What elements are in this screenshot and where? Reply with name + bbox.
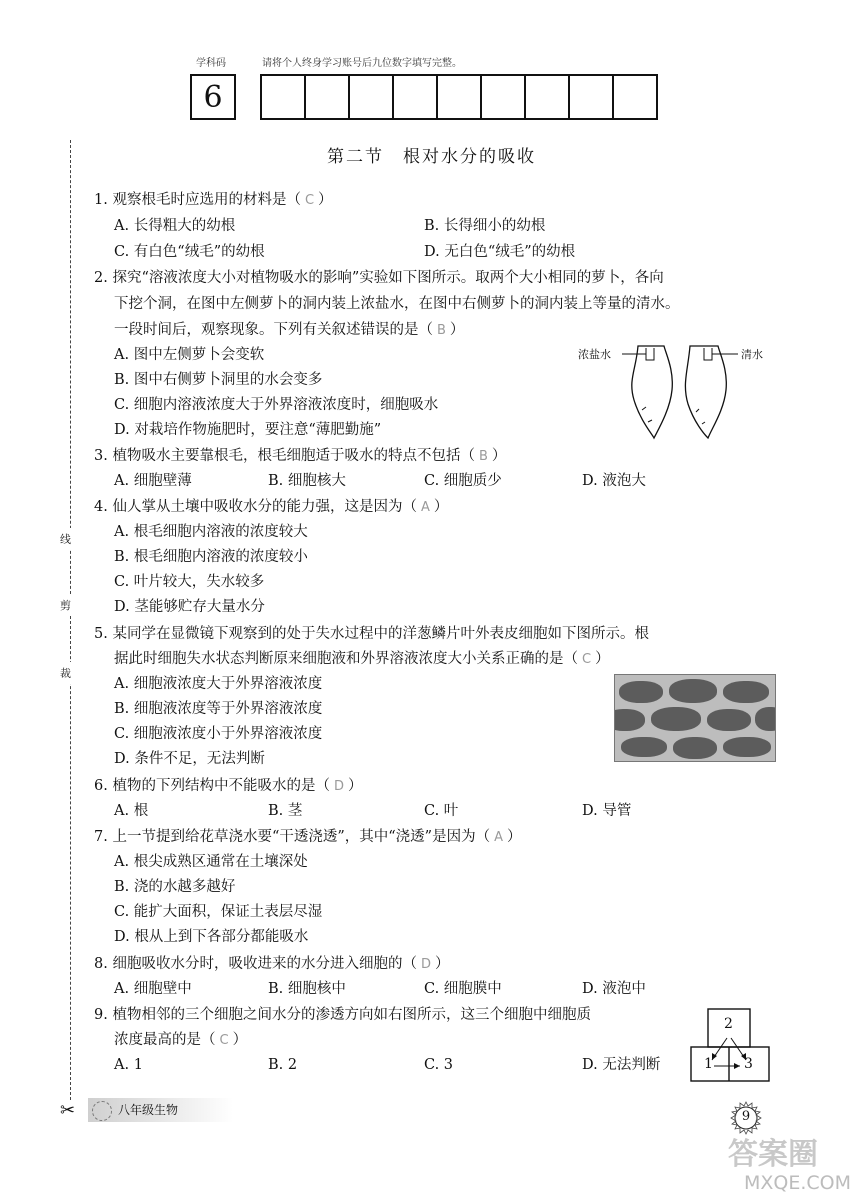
option: C. 细胞液浓度小于外界溶液浓度 [114,726,323,742]
answer-mark: B [478,449,488,464]
option: C. 细胞膜中 [424,981,502,997]
option: B. 细胞核中 [268,981,346,997]
option: B. 细胞液浓度等于外界溶液浓度 [114,701,323,717]
option: D. 茎能够贮存大量水分 [114,599,265,615]
question-1 [94,188,333,213]
cut-line [70,140,71,1100]
answer-mark: D [420,957,431,972]
answer-mark: A [420,500,430,515]
question-7 [94,825,522,850]
question-9 [114,1028,247,1053]
option: A. 细胞壁薄 [114,473,192,489]
microscope-cell-image [614,674,776,762]
digit-box[interactable] [304,74,350,120]
question-stem: 4. 仙人掌从土壤中吸收水分的能力强，这是因为（ [94,499,417,515]
question-8 [94,952,449,977]
subject-code-box: 6 [190,74,236,120]
answer-mark: C [304,193,315,208]
question-6 [94,774,362,799]
cell-osmosis-diagram [690,1008,770,1082]
option: A. 根毛细胞内溶液的浓度较大 [114,524,308,540]
stem-end: ） [507,829,522,845]
stem-end: ） [434,956,450,972]
digit-box[interactable] [348,74,394,120]
option: A. 细胞壁中 [114,981,192,997]
account-instruction: 请将个人终身学习账号后九位数字填写完整。 [262,58,462,69]
stem-end: ） [318,192,333,208]
digit-box[interactable] [568,74,614,120]
option: D. 液泡大 [582,473,646,489]
question-3 [94,444,506,469]
section-title: 第二节 根对水分的吸收 [327,147,536,167]
subject-code-label: 学科码 [196,58,226,69]
watermark-url: MXQE.COM [744,1172,852,1194]
option: C. 能扩大面积，保证土表层尽湿 [114,904,323,920]
page-number: 9 [741,1109,751,1124]
watermark-logo: 答案圈 [728,1137,818,1172]
radish-experiment-figure [578,340,778,440]
option: A. 长得粗大的幼根 [114,218,236,234]
option: B. 图中右侧萝卜洞里的水会变多 [114,372,323,388]
option: B. 细胞核大 [268,473,346,489]
stem-end: ） [347,778,363,794]
question-stem: 1. 观察根毛时应选用的材料是（ [94,192,301,208]
question-stem: 8. 细胞吸收水分时，吸收进来的水分进入细胞的（ [94,956,417,972]
option: D. 条件不足，无法判断 [114,751,265,767]
stem-end: ） [232,1032,248,1048]
question-4 [94,495,448,520]
digit-box[interactable] [436,74,482,120]
question-stem: 浓度最高的是（ [114,1032,216,1048]
question-stem: 据此时细胞失水状态判断原来细胞液和外界溶液浓度大小关系正确的是（ [114,651,578,667]
option: D. 液泡中 [582,981,646,997]
stem-end: ） [433,499,449,515]
stem-end: ） [449,322,465,338]
cut-line-char: 线 [60,528,71,550]
question-2 [114,318,464,343]
option: D. 无法判断 [582,1057,661,1073]
gear-ornament-icon [92,1101,112,1121]
cut-line-char: 剪 [60,594,71,616]
digit-box[interactable] [260,74,306,120]
option: A. 1 [114,1057,143,1073]
option: D. 导管 [582,803,632,819]
page-number-badge [728,1100,764,1136]
question-9-line-1: 9. 植物相邻的三个细胞之间水分的渗透方向如右图所示，这三个细胞中细胞质 [94,1007,591,1023]
option: C. 叶片较大，失水较多 [114,574,265,590]
option: B. 浇的水越多越好 [114,879,236,895]
answer-mark: D [333,779,344,794]
question-stem: 一段时间后，观察现象。下列有关叙述错误的是（ [114,322,433,338]
answer-mark: B [437,323,446,338]
option: A. 根尖成熟区通常在土壤深处 [114,854,308,870]
option: C. 叶 [424,803,459,819]
option: D. 对栽培作物施肥时，要注意“薄肥勤施” [114,422,382,438]
stem-end: ） [491,448,507,464]
question-stem: 6. 植物的下列结构中不能吸水的是（ [94,778,330,794]
option: A. 根 [114,803,149,819]
digit-box[interactable] [524,74,570,120]
option: C. 3 [424,1057,454,1073]
question-stem: 3. 植物吸水主要靠根毛，根毛细胞适于吸水的特点不包括（ [94,448,475,464]
option: B. 茎 [268,803,303,819]
question-stem: 7. 上一节提到给花草浇水要“干透浇透”，其中“浇透”是因为（ [94,829,491,845]
option: D. 无白色“绒毛”的幼根 [424,244,576,260]
question-2-line-1: 2. 探究“溶液浓度大小对植物吸水的影响”实验如下图所示。取两个大小相同的萝卜，各向 [94,270,664,286]
option: A. 细胞液浓度大于外界溶液浓度 [114,676,323,692]
option: B. 长得细小的幼根 [424,218,546,234]
option: B. 根毛细胞内溶液的浓度较小 [114,549,308,565]
question-2-line-2: 下挖个洞，在图中左侧萝卜的洞内装上浓盐水，在图中右侧萝卜的洞内装上等量的清水。 [114,296,680,312]
account-digit-boxes[interactable] [260,74,656,120]
digit-box[interactable] [612,74,658,120]
radish-drawing [578,340,778,440]
cell-label-2: 2 [724,1016,733,1032]
digit-box[interactable] [480,74,526,120]
option: C. 细胞内溶液浓度大于外界溶液浓度时，细胞吸水 [114,397,439,413]
option: A. 图中左侧萝卜会变软 [114,347,265,363]
cell-label-1: 1 [704,1056,713,1072]
scissors-icon: ✂ [60,1100,76,1121]
digit-box[interactable] [392,74,438,120]
question-5-line-1: 5. 某同学在显微镜下观察到的处于失水过程中的洋葱鳞片叶外表皮细胞如下图所示。根 [94,626,649,642]
stem-end: ） [595,651,610,667]
option: C. 细胞质少 [424,473,502,489]
figure-label-salt-water: 浓盐水 [578,348,611,361]
option: C. 有白色“绒毛”的幼根 [114,244,265,260]
option: B. 2 [268,1057,298,1073]
answer-mark: C [582,652,592,667]
book-label: 八年级生物 [118,1103,179,1117]
answer-mark: C [219,1033,229,1048]
answer-mark: A [494,830,503,845]
cell-label-3: 3 [744,1056,753,1072]
cut-line-char: 裁 [60,662,71,684]
question-5 [114,647,610,672]
option: D. 根从上到下各部分都能吸水 [114,929,309,945]
figure-label-clear-water: 清水 [741,348,763,361]
